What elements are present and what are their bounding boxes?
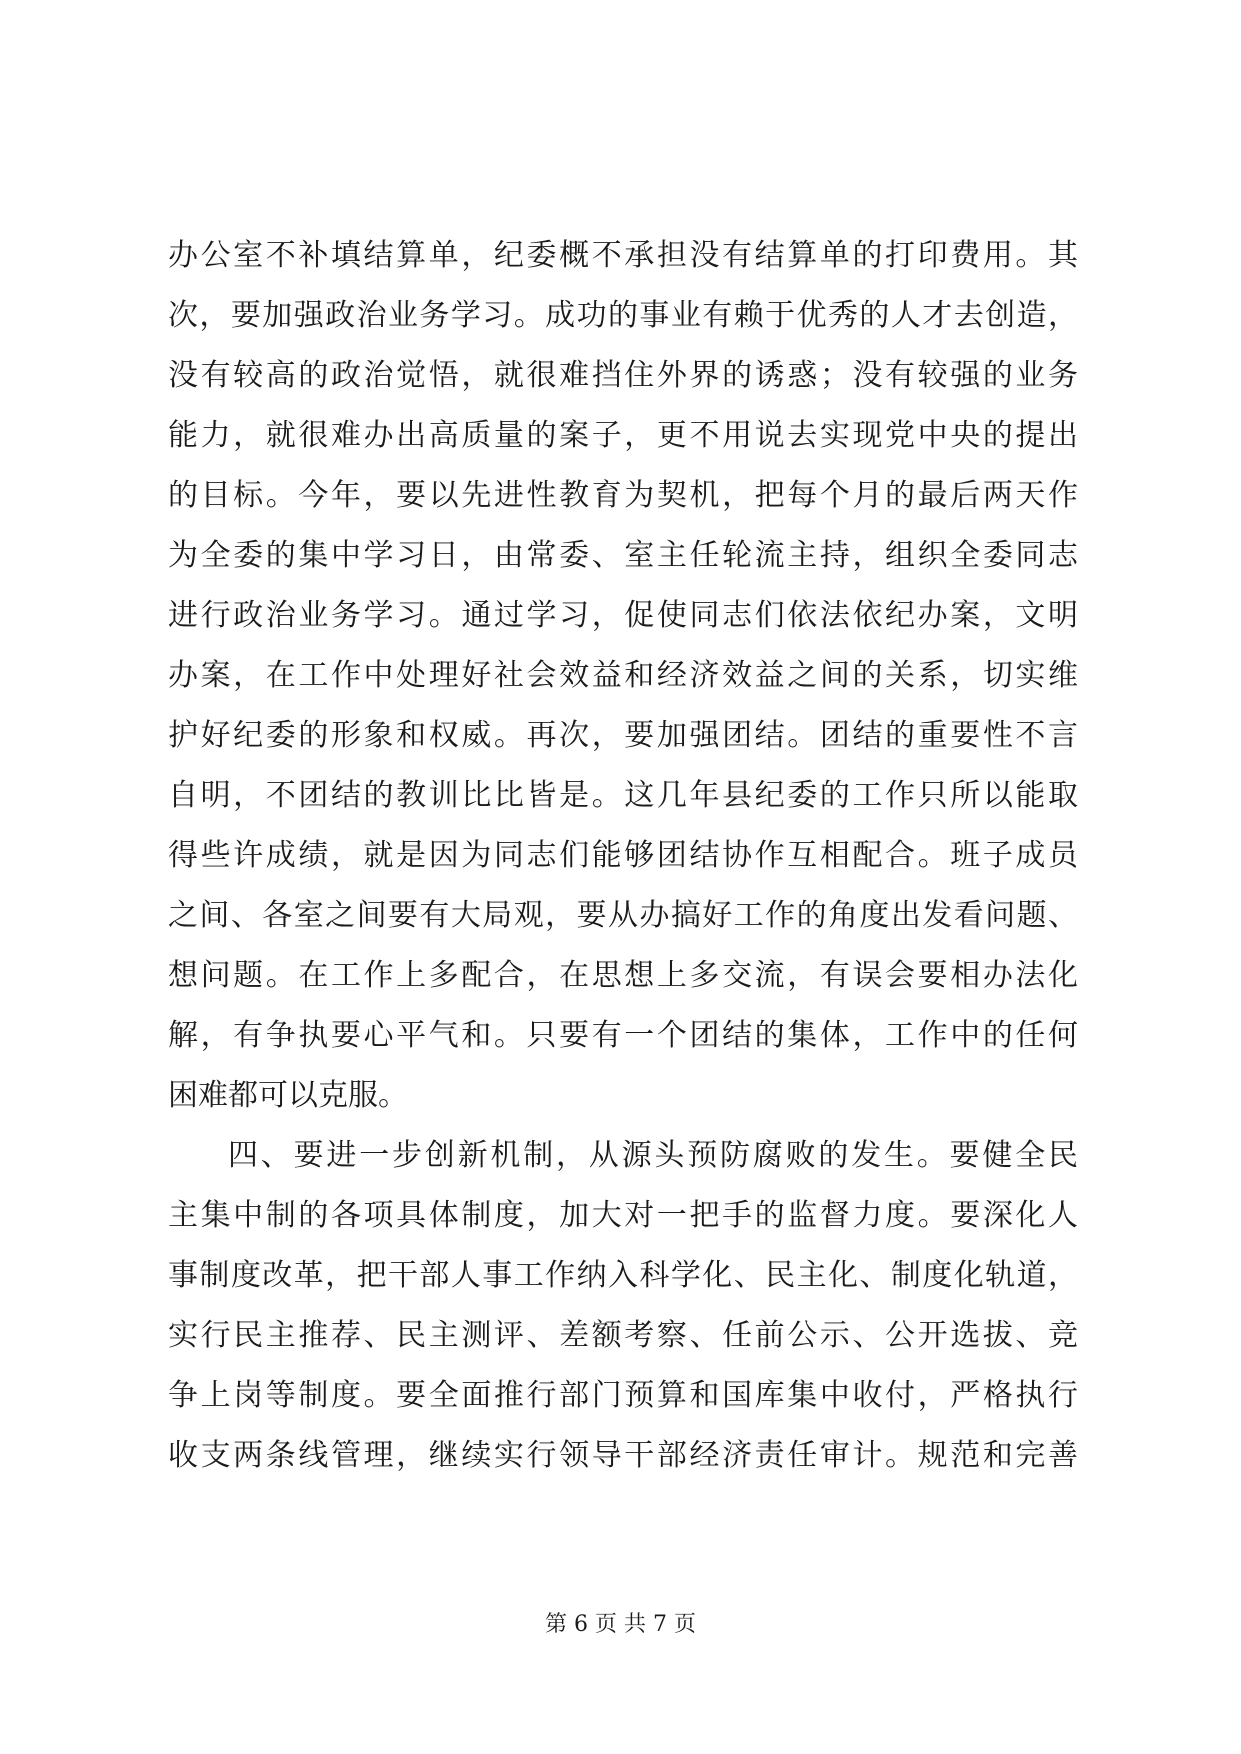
text-line: 之间、各室之间要有大局观，要从办搞好工作的角度出发看问题、 (168, 898, 1078, 933)
text-line: 解，有争执要心平气和。只要有一个团结的集体，工作中的任何 (168, 1018, 1078, 1053)
text-line: 争上岗等制度。要全面推行部门预算和国库集中收付，严格执行 (168, 1378, 1078, 1413)
text-line: 想问题。在工作上多配合，在思想上多交流，有误会要相办法化 (168, 958, 1078, 993)
body-text (168, 226, 1078, 1486)
text-line: 护好纪委的形象和权威。再次，要加强团结。团结的重要性不言 (168, 718, 1078, 753)
text-line: 的目标。今年，要以先进性教育为契机，把每个月的最后两天作 (168, 478, 1078, 513)
text-line: 没有较高的政治觉悟，就很难挡住外界的诱惑；没有较强的业务 (168, 358, 1078, 393)
text-line: 为全委的集中学习日，由常委、室主任轮流主持，组织全委同志 (168, 538, 1078, 573)
text-line: 办案，在工作中处理好社会效益和经济效益之间的关系，切实维 (168, 658, 1078, 693)
text-line: 困难都可以克服。 (168, 1078, 408, 1113)
text-line: 收支两条线管理，继续实行领导干部经济责任审计。规范和完善 (168, 1438, 1078, 1473)
text-line: 实行民主推荐、民主测评、差额考察、任前公示、公开选拔、竞 (168, 1318, 1078, 1353)
text-line: 进行政治业务学习。通过学习，促使同志们依法依纪办案，文明 (168, 598, 1078, 633)
page-footer: 第 6 页 共 7 页 (545, 1612, 696, 1637)
text-line: 主集中制的各项具体制度，加大对一把手的监督力度。要深化人 (168, 1198, 1078, 1233)
text-line: 事制度改革，把干部人事工作纳入科学化、民主化、制度化轨道， (168, 1258, 1078, 1293)
text-line: 得些许成绩，就是因为同志们能够团结协作互相配合。班子成员 (168, 838, 1078, 873)
text-line: 自明，不团结的教训比比皆是。这几年县纪委的工作只所以能取 (168, 778, 1078, 813)
text-line: 能力，就很难办出高质量的案子，更不用说去实现党中央的提出 (168, 418, 1078, 453)
text-line: 次，要加强政治业务学习。成功的事业有赖于优秀的人才去创造， (168, 298, 1078, 333)
text-line: 办公室不补填结算单，纪委概不承担没有结算单的打印费用。其 (168, 238, 1078, 273)
paragraph-start-line: 四、要进一步创新机制，从源头预防腐败的发生。要健全民 (228, 1138, 1078, 1173)
